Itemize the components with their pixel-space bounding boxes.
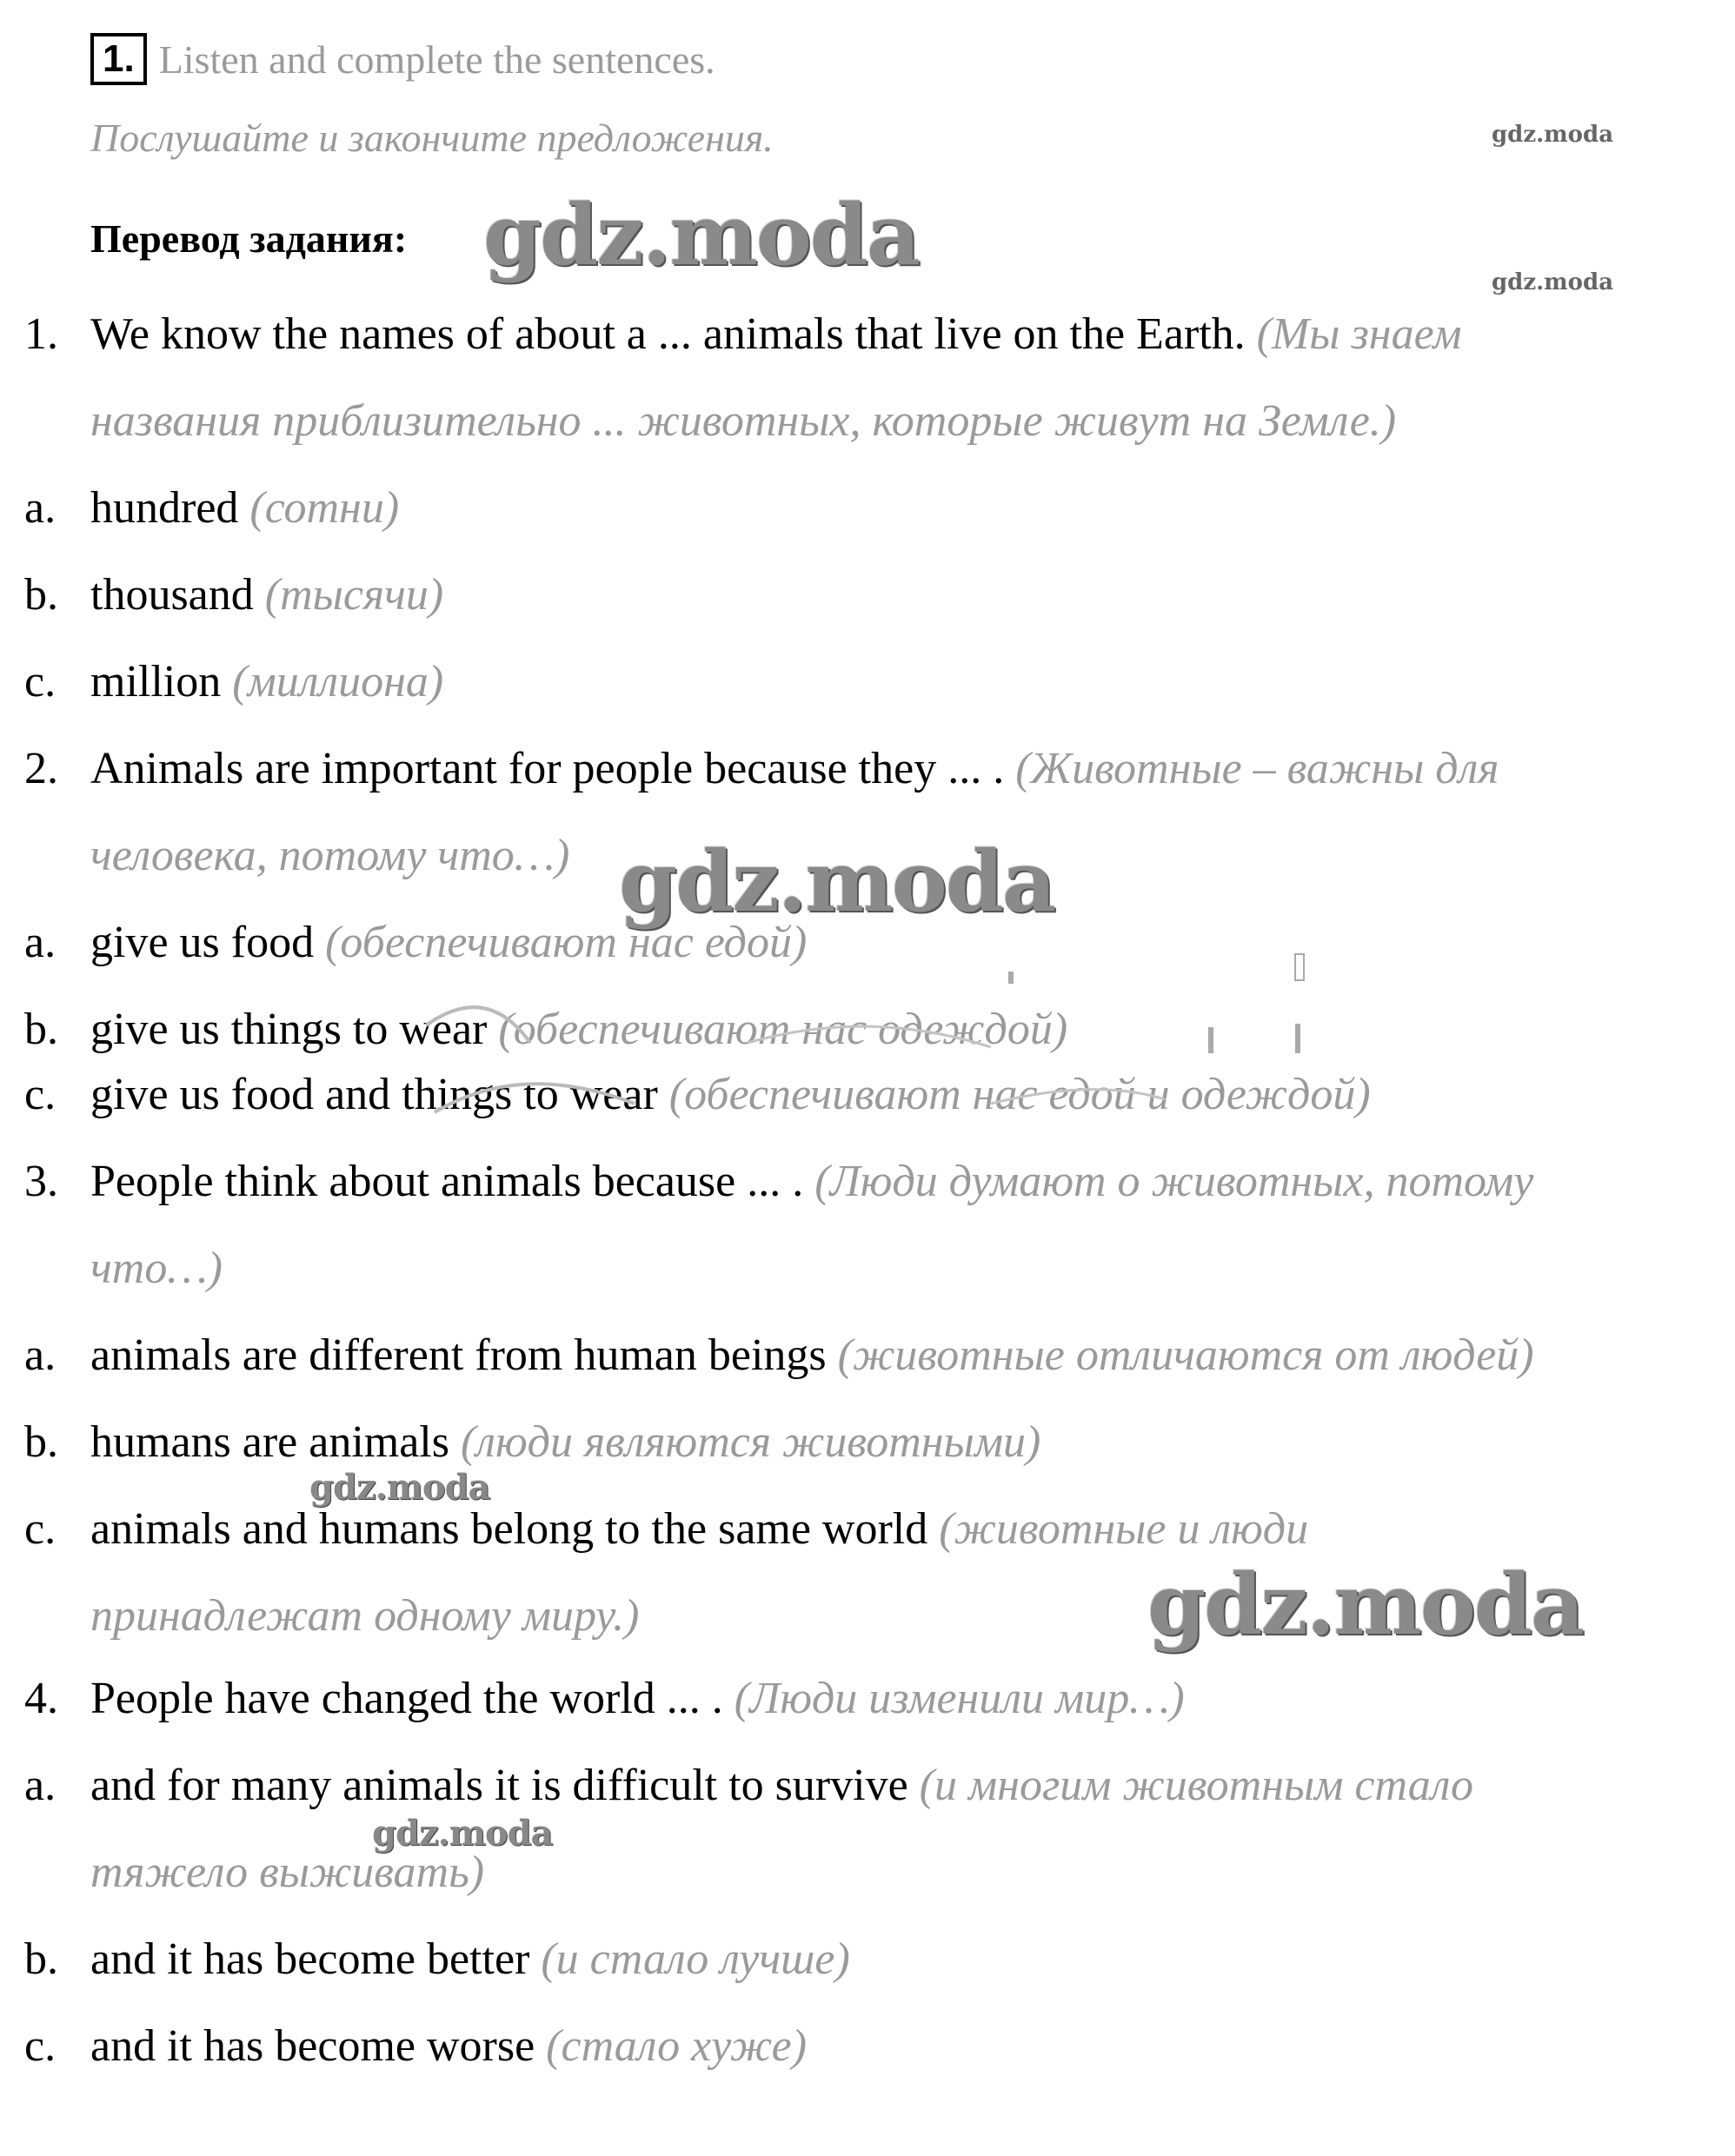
scribble-artifact (382, 947, 1512, 1147)
item-marker: b. (24, 1417, 58, 1467)
watermark: gdz.moda (619, 833, 1055, 931)
english-text: We know the names of about a ... animals that live on the Earth. (90, 309, 1246, 359)
item-marker: b. (24, 1934, 58, 1984)
watermark: gdz.moda (1147, 1556, 1584, 1654)
english-text: People have changed the world ... . (90, 1674, 723, 1723)
item-marker: 1. (24, 309, 58, 359)
russian-translation: названия приблизительно ... животных, которые живут на Земле.) (90, 396, 1397, 446)
english-text: million (90, 657, 222, 707)
russian-translation: (животные отличаются от людей) (837, 1330, 1534, 1380)
english-text: hundred (90, 483, 239, 533)
watermark: gdz.moda (483, 186, 920, 284)
english-text: give us food (90, 918, 315, 967)
item-marker: c. (24, 1070, 57, 1119)
sentence-text (90, 1243, 223, 1294)
russian-translation: (миллиона) (232, 657, 444, 707)
item-marker: a. (24, 1330, 57, 1380)
russian-translation: (Животные – важны для (1015, 744, 1499, 793)
english-text: Animals are important for people because they ... . (90, 744, 1005, 793)
russian-translation: (обеспечивают нас одеждой) (498, 1005, 1068, 1054)
watermark: gdz.moda (372, 1813, 553, 1854)
russian-translation: принадлежат одному миру.) (90, 1591, 640, 1641)
sentence-text (90, 569, 443, 620)
russian-translation: что…) (90, 1244, 223, 1293)
sentence-text (90, 2020, 807, 2072)
sentence-text (90, 1590, 639, 1642)
sentence-text (90, 1330, 1534, 1381)
sentence-text (90, 743, 1499, 794)
english-text: give us food and things to wear (90, 1070, 658, 1119)
sentence-text (90, 1156, 1533, 1207)
sentence-text (90, 1934, 850, 1985)
russian-translation: (люди являются животными) (460, 1417, 1041, 1467)
watermark: gdz.moda (1492, 122, 1614, 148)
russian-translation: (животные и люди (939, 1504, 1309, 1554)
item-marker: c. (24, 1504, 57, 1554)
russian-translation: тяжело выживать) (90, 1848, 485, 1897)
item-marker: a. (24, 918, 57, 967)
item-marker: a. (24, 1761, 57, 1810)
item-marker: 4. (24, 1674, 58, 1723)
item-marker: c. (24, 2021, 57, 2071)
item-marker: 2. (24, 744, 58, 793)
sentence-text (90, 1503, 1308, 1555)
english-text: animals are different from human beings (90, 1330, 827, 1380)
sentence-text (90, 395, 1396, 447)
russian-translation: (и стало лучше) (541, 1934, 850, 1984)
russian-translation: (стало хуже) (546, 2021, 808, 2071)
russian-translation: (сотни) (249, 483, 400, 533)
task-header (90, 33, 715, 85)
russian-translation: (Люди думают о животных, потому (814, 1157, 1534, 1206)
english-text: humans are animals (90, 1417, 449, 1467)
english-text: thousand (90, 570, 254, 620)
russian-translation: (обеспечивают нас едой) (325, 918, 808, 967)
item-marker: b. (24, 1005, 58, 1054)
item-marker: 3. (24, 1157, 58, 1206)
task-instruction: Listen and complete the sentences. (158, 36, 715, 82)
item-marker: c. (24, 657, 57, 707)
english-text: and for many animals it is difficult to survive (90, 1761, 908, 1810)
task-instruction-translation: Послушайте и закончите предложения. (90, 116, 774, 160)
sentence-text (90, 830, 569, 881)
russian-translation: (и многим животным стало (919, 1761, 1474, 1810)
translation-heading: Перевод задания: (90, 216, 408, 261)
sentence-text (90, 1760, 1473, 1811)
sentence-text (90, 482, 399, 534)
english-text: give us things to wear (90, 1005, 488, 1054)
sentence-text (90, 656, 443, 707)
item-marker: a. (24, 483, 57, 533)
sentence-text (90, 1416, 1040, 1468)
english-text: People think about animals because ... . (90, 1157, 804, 1206)
sentence-text (90, 1847, 484, 1898)
english-text: animals and humans belong to the same world (90, 1504, 928, 1554)
russian-translation: (обеспечивают нас едой и одеждой) (668, 1070, 1371, 1119)
watermark: gdz.moda (309, 1467, 490, 1508)
sentence-text (90, 308, 1462, 360)
sentence-text (90, 1673, 1185, 1724)
russian-translation: (Мы знаем (1256, 309, 1462, 359)
russian-translation: (тысячи) (264, 570, 444, 620)
item-marker: b. (24, 570, 58, 620)
task-number-box: 1. (90, 33, 147, 85)
english-text: and it has become worse (90, 2021, 535, 2071)
watermark: gdz.moda (1492, 269, 1614, 295)
russian-translation: человека, потому что…) (90, 831, 570, 880)
english-text: and it has become better (90, 1934, 530, 1984)
russian-translation: (Люди изменили мир…) (734, 1674, 1185, 1723)
